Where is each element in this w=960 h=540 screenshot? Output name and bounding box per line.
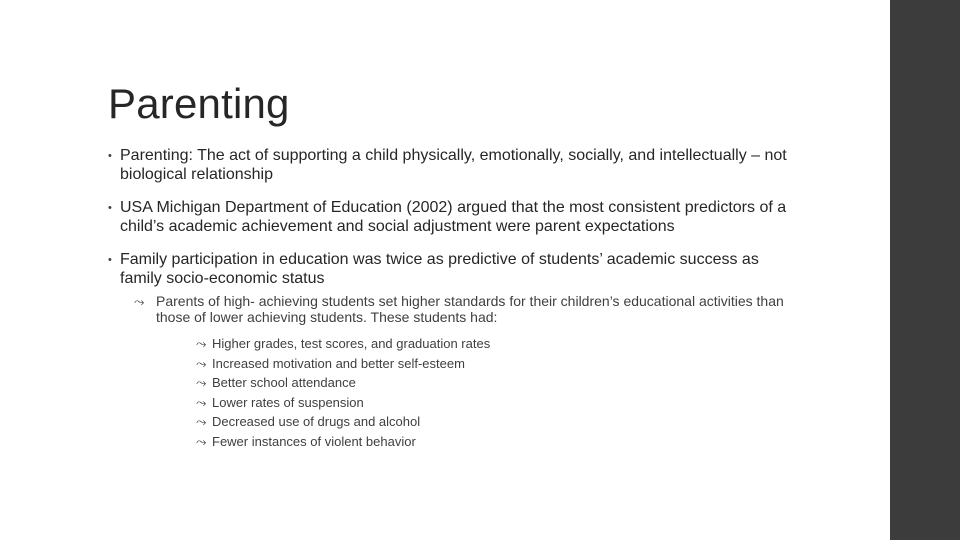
bullet-text: USA Michigan Department of Education (2002) argued that the most consistent predictors of a child’s academic achievement and social adjustment were parent expectations — [120, 199, 787, 235]
slide-body — [108, 147, 788, 466]
bullet-item — [108, 251, 788, 451]
bullet-item — [108, 199, 788, 236]
sub-sub-bullet-item — [156, 432, 788, 452]
sub-sub-bullet-text: Decreased use of drugs and alcohol — [212, 414, 421, 429]
slide-side-bar — [890, 0, 960, 540]
curly-arrow-icon: ⤳ — [196, 375, 207, 390]
curly-arrow-icon: ⤳ — [134, 294, 145, 309]
curly-arrow-icon: ⤳ — [196, 433, 207, 449]
sub-sub-bullet-item — [156, 373, 788, 393]
curly-arrow-icon: ⤳ — [196, 394, 207, 410]
curly-arrow-icon: ⤳ — [196, 336, 207, 351]
sub-sub-bullet-item — [156, 334, 788, 354]
sub-sub-bullet-item — [156, 412, 788, 432]
bullet-dot-icon: • — [108, 202, 112, 214]
sub-sub-bullet-text: Fewer instances of violent behavior — [212, 433, 416, 449]
bullet-item — [108, 147, 788, 184]
bullet-text: Parenting: The act of supporting a child physically, emotionally, socially, and intellectually – not biological relationship — [120, 147, 787, 183]
bullet-text: Family participation in education was twice as predictive of students’ academic success as family socio-economic status — [120, 251, 759, 287]
bullet-dot-icon: • — [108, 150, 112, 162]
sub-sub-bullet-text: Higher grades, test scores, and graduation rates — [212, 336, 491, 351]
sub-bullet-item — [120, 294, 788, 451]
sub-bullet-text: Parents of high- achieving students set higher standards for their children’s educational activities than those of lower achieving students. These students had: — [156, 293, 784, 325]
sub-sub-bullet-item — [156, 393, 788, 413]
sub-sub-bullet-list — [156, 334, 788, 451]
sub-sub-bullet-text: Increased motivation and better self-esteem — [212, 355, 465, 371]
sub-sub-bullet-text: Lower rates of suspension — [212, 394, 364, 410]
slide-title: Parenting — [108, 80, 290, 127]
bullet-dot-icon: • — [108, 254, 112, 266]
curly-arrow-icon: ⤳ — [196, 355, 207, 371]
sub-sub-bullet-text: Better school attendance — [212, 375, 356, 390]
sub-sub-bullet-item — [156, 354, 788, 374]
curly-arrow-icon: ⤳ — [196, 414, 207, 429]
